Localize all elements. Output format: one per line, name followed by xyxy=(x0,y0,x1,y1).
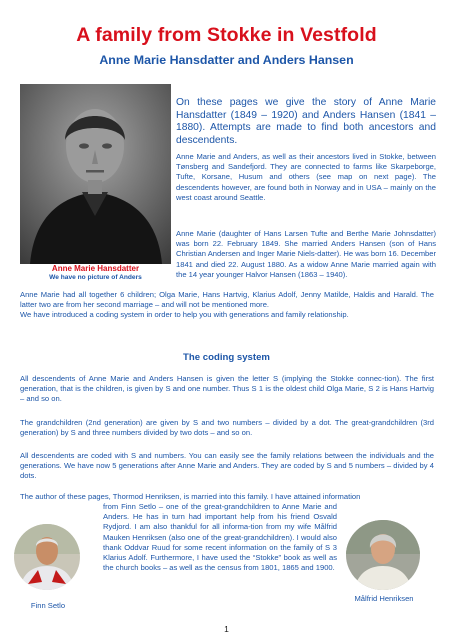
page-subtitle: Anne Marie Hansdatter and Anders Hansen xyxy=(99,53,354,67)
paragraph-biography: Anne Marie (daughter of Hans Larsen Tufte and Berthe Marie Johnsdatter) was born 22. February 1849. She married Anders Hansen (son of Hans Christian Andersen and Inger Marie Niels-datter). He was born 16. December 1841 and died 22. August 1880. As a widow Anne Marie married again with the 14 year younger Halvor Hansen (1863 – 1940). xyxy=(176,229,436,279)
children-text: Anne Marie had all together 6 children; Olga Marie, Hans Hartvig, Klarius Adolf, Jenny Matilde, Haldis and Harald. The latter two are from her second marriage – and will not be mentioned more. xyxy=(20,290,434,310)
paragraph-children xyxy=(20,290,434,321)
section-heading: The coding system xyxy=(183,352,270,363)
paragraph-acknowledgements: from Finn Setlo – one of the great-grandchildren to Anne Marie and Anders. He has in turn had important help from his friend Osvald Rydjord. I am also thankful for all informa-tion from my wife Målfrid Mauken Henriksen (also one of the great-grandchildren). I would also thank Oddvar Ruud for some recent information on the family of S 3 Klarius Adolf. Furthermore, I have used the “Stokke” book as well as the church books – as well as the census from 1801, 1865 and 1900. xyxy=(103,502,337,573)
page-title: A family from Stokke in Vestfold xyxy=(76,24,377,46)
paragraph-coding-grandchildren: The grandchildren (2nd generation) are given by S and two numbers – divided by a dot. The great-grandchildren (3rd generation) by S and three numbers divided by two dots – and so on. xyxy=(20,418,434,438)
intro-paragraph: On these pages we give the story of Anne Marie Hansdatter (1849 – 1920) and Anders Hansen (1841 – 1880). Attempts are made to find both ancestors and descendents. xyxy=(176,97,436,146)
photo-caption: Anne Marie Hansdatter xyxy=(51,264,140,273)
paragraph-ancestors: Anne Marie and Anders, as well as their ancestors lived in Stokke, between Tønsberg and Sandefjord. They are connected to farms like Skarpeborge, Tufte, Korsane, Husum and others (see map on next page). The descendents however, are found both in Norway and in USA – mainly on the west coast around Seattle. xyxy=(176,152,436,202)
portrait-photo-malfrid-henriksen xyxy=(346,520,420,590)
portrait-photo-finn-setlo xyxy=(14,524,80,590)
page-number: 1 xyxy=(224,624,229,634)
paragraph-author-first-line: The author of these pages, Thormod Henriksen, is married into this family. I have attained information xyxy=(20,492,361,501)
paragraph-coding-first-gen: All descendents of Anne Marie and Anders Hansen is given the letter S (implying the Stokke connec-tion). The first generation, that is the children, is given by S and one number. Thus S 1 is the oldest child Olga Marie, S 2 is Hans Hartvig – and so on. xyxy=(20,374,434,404)
left-photo-caption: Finn Setlo xyxy=(30,601,66,610)
right-photo-caption: Målfrid Henriksen xyxy=(354,594,414,603)
paragraph-coding-all: All descendents are coded with S and numbers. You can easily see the family relations between the individuals and the generations. We have now 5 generations after Anne Marie and Anders. They are coded by S and 5 numbers – divided by 4 dots. xyxy=(20,451,434,481)
photo-subcaption: We have no picture of Anders xyxy=(49,274,142,281)
portrait-photo-anne-marie xyxy=(20,84,171,264)
coding-intro-text: We have introduced a coding system in order to help you with generations and family relationship. xyxy=(20,310,349,320)
